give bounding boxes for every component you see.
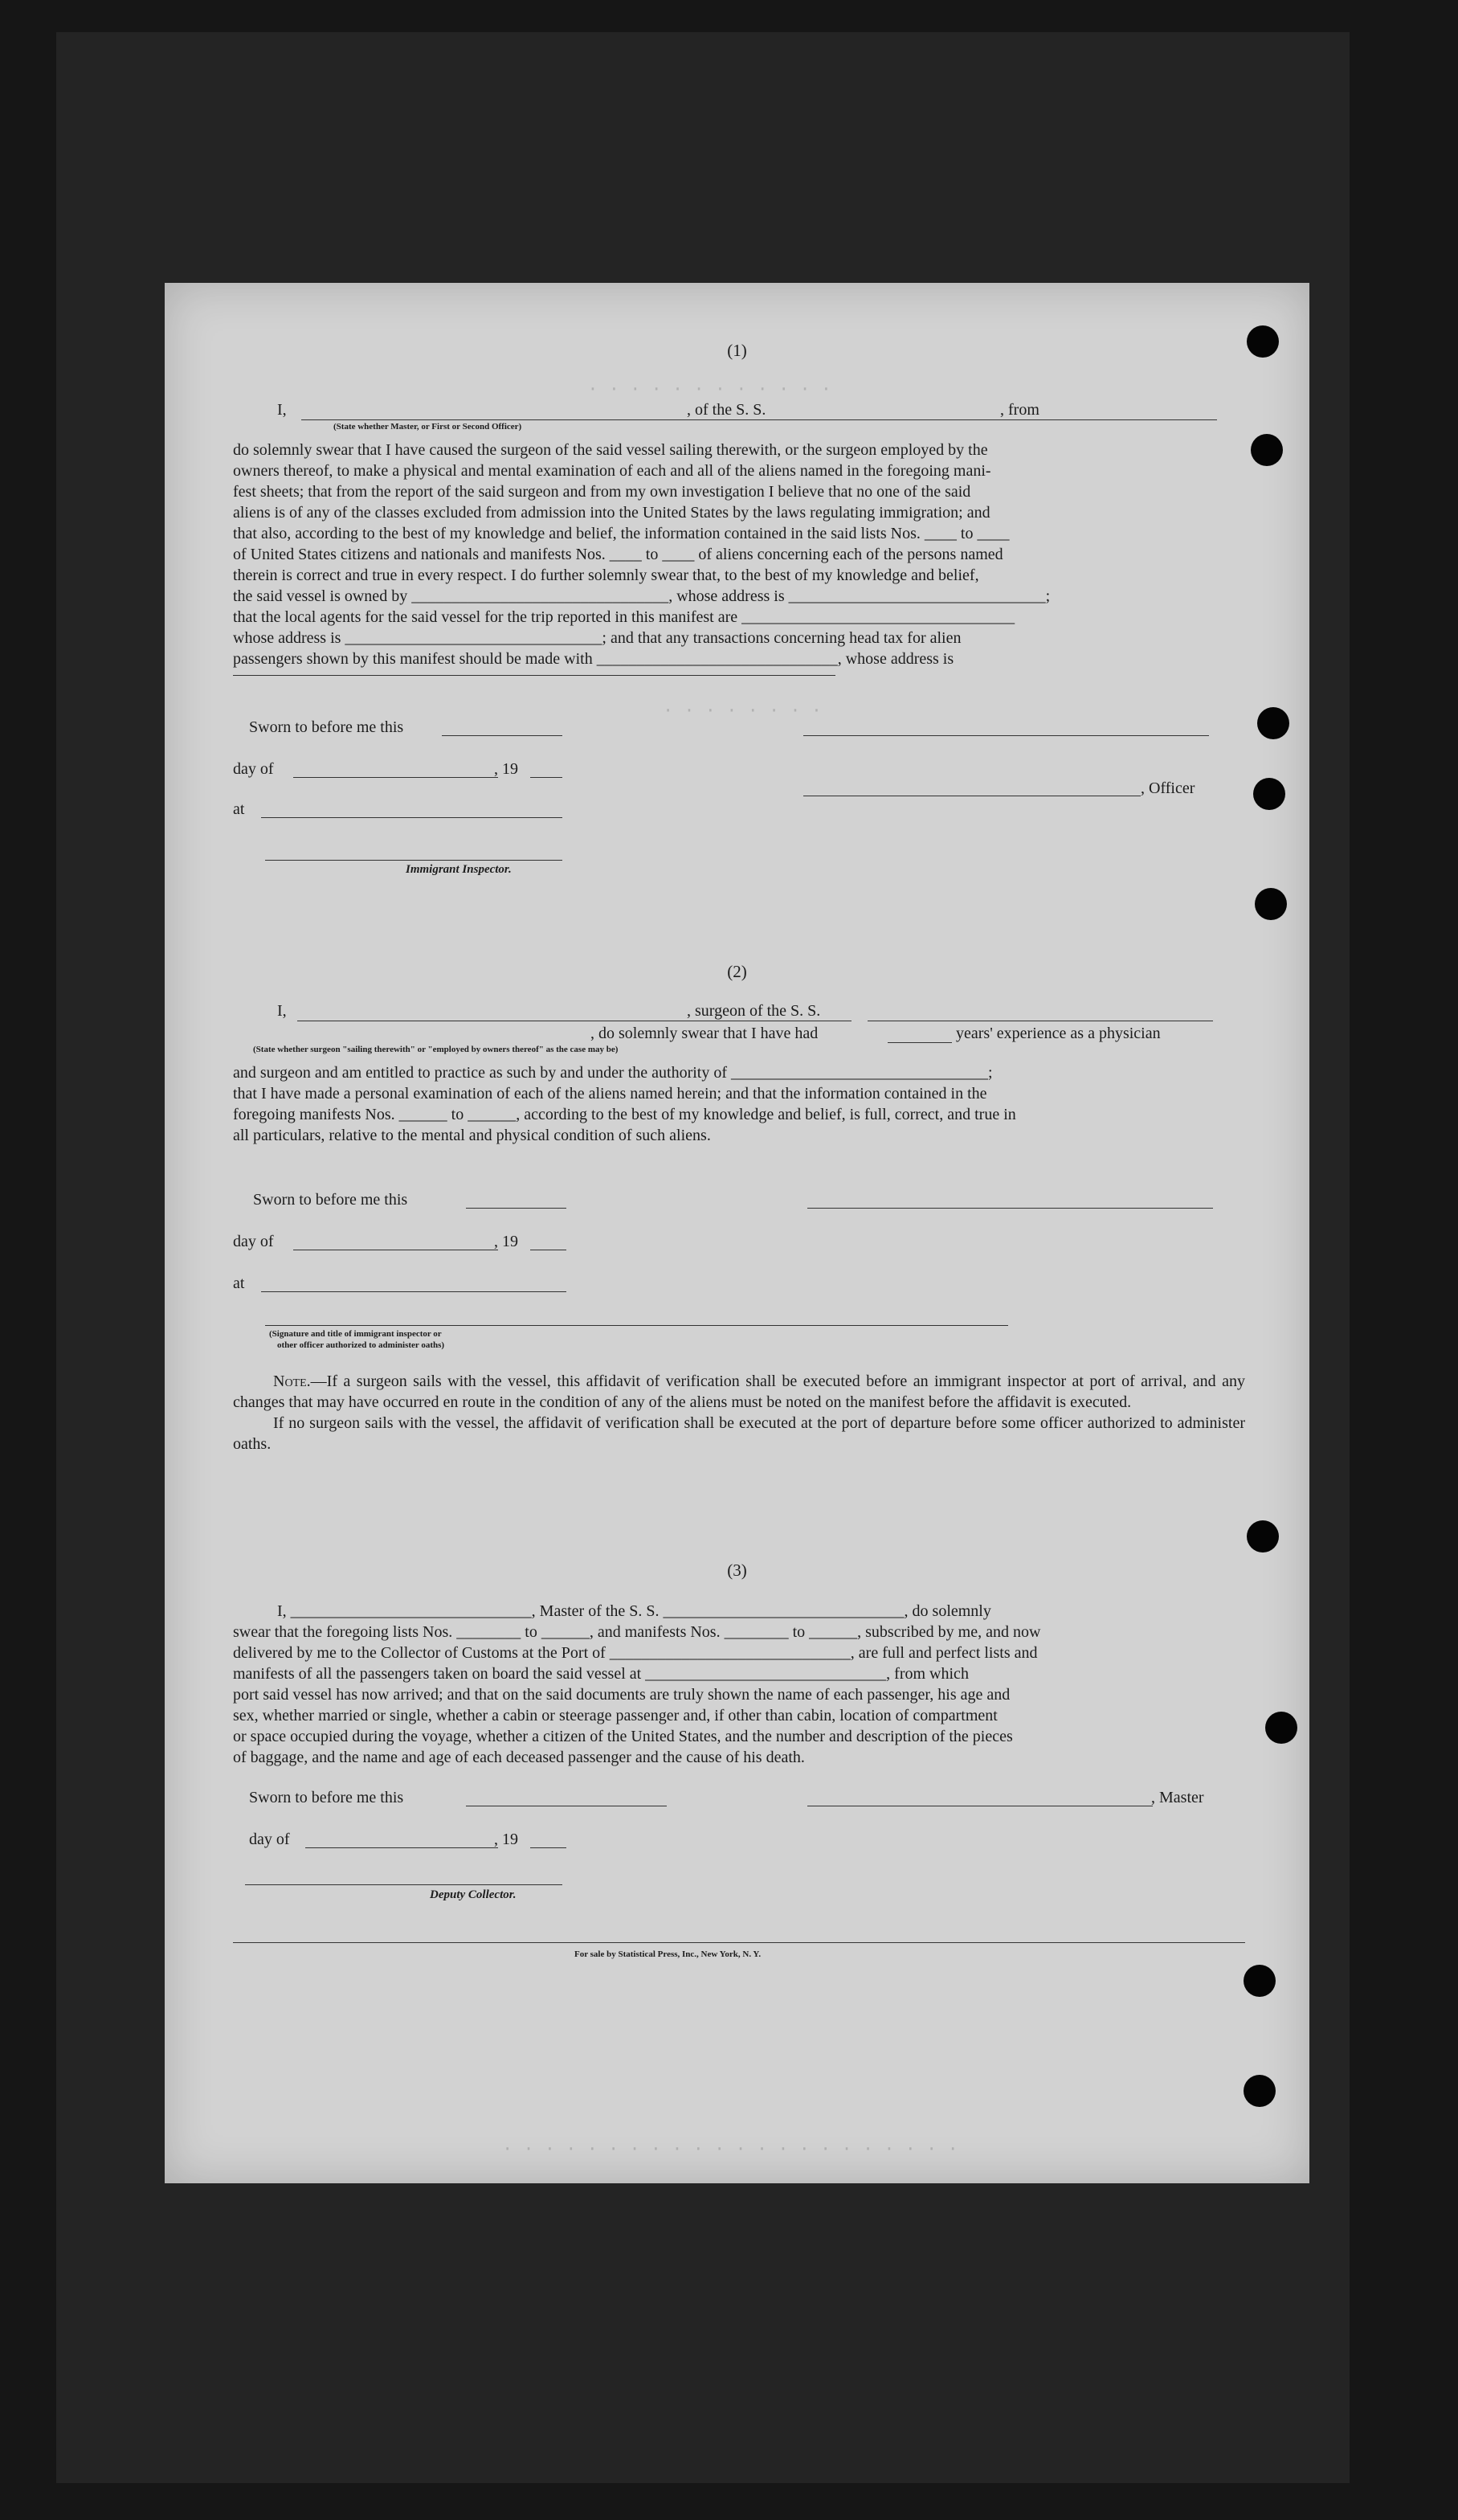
- section-1-inspector-line: [265, 860, 562, 861]
- oath-line: that also, according to the best of my knowledge and belief, the information contained in the said lists Nos. ____ to ____: [233, 525, 1010, 542]
- oath-line: that I have made a personal examination of each of the aliens named herein; and that the information contained in the: [233, 1085, 987, 1102]
- oath-line: of United States citizens and nationals and manifests Nos. ____ to ____ of aliens concerning each of the persons named: [233, 546, 1003, 563]
- oath-line: sex, whether married or single, whether a cabin or steerage passenger and, if other than cabin, location of compartment: [233, 1707, 998, 1724]
- section-1-day-of: day of: [233, 760, 274, 778]
- binder-hole: [1247, 325, 1279, 358]
- note-block: [233, 1371, 1245, 1454]
- section-2-oath-text: [233, 1062, 1245, 1146]
- section-2-day-of: day of: [233, 1233, 274, 1250]
- section-3-collector-line: [245, 1884, 562, 1885]
- section-2-surgeon-signature-line: [807, 1208, 1213, 1209]
- section-2-sworn-line: [466, 1208, 566, 1209]
- section-3-master-label: , Master: [1151, 1789, 1204, 1806]
- oath-line: foregoing manifests Nos. ______ to ______, according to the best of my knowledge and belief, is full, correct, and true in: [233, 1106, 1016, 1123]
- section-1-address-line: [233, 675, 835, 676]
- section-1-sworn-label: Sworn to before me this: [249, 718, 404, 736]
- note-paragraph-2: If no surgeon sails with the vessel, the affidavit of verification shall be executed at the port of departure before some officer authorized to administer oaths.: [233, 1414, 1245, 1453]
- binder-hole: [1251, 434, 1283, 466]
- section-1-officer-label: , Officer: [1141, 779, 1195, 797]
- section-2-signature-line: [265, 1325, 1008, 1326]
- binder-hole: [1253, 778, 1285, 810]
- section-3-collector-caption: Deputy Collector.: [430, 1888, 517, 1901]
- section-1-i: I,: [277, 401, 287, 419]
- section-1-number: (1): [727, 341, 747, 360]
- oath-line: do solemnly swear that I have caused the surgeon of the said vessel sailing therewith, or the surgeon employed by the: [233, 441, 988, 459]
- section-2-sworn-label: Sworn to before me this: [253, 1191, 408, 1209]
- section-2-surgeon-of: , surgeon of the S. S.: [687, 1002, 821, 1020]
- binder-hole: [1265, 1712, 1297, 1744]
- section-1-caption: (State whether Master, or First or Second Officer): [333, 422, 522, 432]
- section-2-years: years' experience as a physician: [956, 1025, 1161, 1042]
- section-3-year: , 19: [494, 1831, 518, 1848]
- oath-line: aliens is of any of the classes excluded from admission into the United States by the laws regulating immigration; and: [233, 504, 990, 522]
- section-2-number: (2): [727, 962, 747, 981]
- section-2-caption: (State whether surgeon "sailing therewith" or "employed by owners thereof" as the case may be): [253, 1045, 619, 1054]
- section-1-from-line: [1056, 419, 1217, 420]
- oath-line: that the local agents for the said vessel for the trip reported in this manifest are __________________________________: [233, 608, 1015, 626]
- section-2-year: , 19: [494, 1233, 518, 1250]
- note-label: Note.: [273, 1372, 311, 1390]
- oath-line: delivered by me to the Collector of Customs at the Port of ______________________________, are full and perfect lists and: [233, 1644, 1038, 1662]
- section-1-from: , from: [1000, 401, 1039, 419]
- section-2-at: at: [233, 1274, 245, 1292]
- oath-line: manifests of all the passengers taken on board the said vessel at ______________________________, from which: [233, 1665, 969, 1683]
- oath-line: fest sheets; that from the report of the said surgeon and from my own investigation I believe that no one of the said: [233, 483, 971, 501]
- section-1-of-ss: , of the S. S.: [687, 401, 766, 419]
- section-1-oath-text: [233, 440, 1245, 669]
- section-2-at-line: [261, 1291, 566, 1292]
- oath-line: all particulars, relative to the mental and physical condition of such aliens.: [233, 1127, 711, 1144]
- section-3-number: (3): [727, 1561, 747, 1580]
- oath-line: and surgeon and am entitled to practice as such by and under the authority of ________________________________;: [233, 1064, 993, 1082]
- section-1-sworn-line: [442, 735, 562, 736]
- section-2-i: I,: [277, 1002, 287, 1020]
- section-2-signature-caption-1: (Signature and title of immigrant inspector or: [269, 1329, 442, 1339]
- manifest-form-page: [165, 283, 1309, 2183]
- section-1-signature-line-a: [803, 735, 1209, 736]
- binder-hole: [1257, 707, 1289, 739]
- binder-hole: [1247, 1520, 1279, 1552]
- section-3-day-line: [305, 1847, 498, 1848]
- section-1-inspector-caption: Immigrant Inspector.: [406, 863, 512, 876]
- binder-hole: [1244, 2075, 1276, 2107]
- note-paragraph-1: —If a surgeon sails with the vessel, this affidavit of verification shall be executed before an immigrant inspector at port of arrival, and any changes that may have occurred en route in the condition of any of the aliens must be noted on the manifest before the affidavit is executed.: [233, 1372, 1245, 1411]
- bleed-through-text: · · · · · · · · · · · · · · · · · · · · · ·: [502, 2139, 958, 2159]
- oath-line: owners thereof, to make a physical and mental examination of each and all of the aliens named in the foregoing mani-: [233, 462, 991, 480]
- oath-line: or space occupied during the voyage, whether a citizen of the United States, and the number and description of the pieces: [233, 1728, 1013, 1745]
- section-2-swear: , do solemnly swear that I have had: [590, 1025, 819, 1042]
- binder-hole: [1255, 888, 1287, 920]
- section-2-years-line: [888, 1042, 952, 1043]
- section-1-day-line: [293, 777, 498, 778]
- binder-hole: [1244, 1965, 1276, 1997]
- oath-line: passengers shown by this manifest should be made with ______________________________, whose address is: [233, 650, 954, 668]
- oath-line: I, ______________________________, Master of the S. S. ______________________________, do solemnly: [277, 1602, 991, 1620]
- section-3-oath-text: [233, 1601, 1245, 1768]
- section-1-year: , 19: [494, 760, 518, 778]
- section-3-year-line: [530, 1847, 566, 1848]
- oath-line: the said vessel is owned by ________________________________, whose address is ________________________________;: [233, 587, 1051, 605]
- bleed-through-text: · · · · · · · ·: [663, 701, 823, 721]
- section-3-sworn-label: Sworn to before me this: [249, 1789, 404, 1806]
- section-1-at: at: [233, 800, 245, 818]
- oath-line: port said vessel has now arrived; and that on the said documents are truly shown the name of each passenger, his age and: [233, 1686, 1011, 1704]
- oath-line: of baggage, and the name and age of each deceased passenger and the cause of his death.: [233, 1749, 805, 1766]
- oath-line: therein is correct and true in every respect. I do further solemnly swear that, to the best of my knowledge and belief,: [233, 567, 979, 584]
- printer-imprint: For sale by Statistical Press, Inc., New York, N. Y.: [574, 1949, 762, 1959]
- section-1-year-line: [530, 777, 562, 778]
- bleed-through-text: · · · · · · · · · · · ·: [587, 379, 831, 399]
- oath-line: whose address is ________________________________; and that any transactions concerning head tax for alien: [233, 629, 962, 647]
- oath-line: swear that the foregoing lists Nos. ________ to ______, and manifests Nos. ________ to ______, subscribed by me, and now: [233, 1623, 1041, 1641]
- section-1-at-line: [261, 817, 562, 818]
- section-2-signature-caption-2: other officer authorized to administer oaths): [277, 1340, 445, 1350]
- footer-rule: [233, 1942, 1245, 1943]
- section-3-day-of: day of: [249, 1831, 290, 1848]
